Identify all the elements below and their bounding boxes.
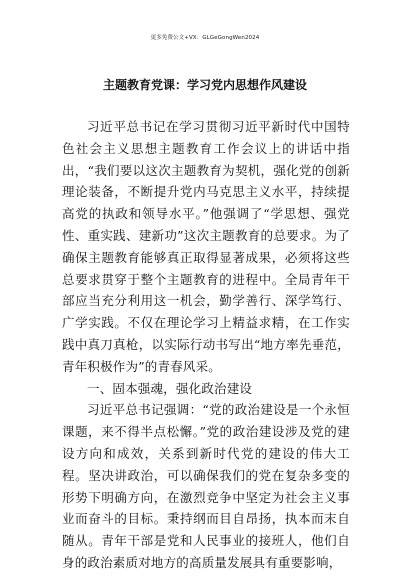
document-title: 主题教育党课：学习党内思想作风建设 [102,78,307,92]
section-heading-1: 一、固本强魂，强化政治建设 [87,380,253,396]
page-header-note: 更多免费公文+VX：GLGeGongWen2024 [150,35,260,41]
paragraph-intro: 习近平总书记在学习贯彻习近平新时代中国特色社会主义思想主题教育工作会议上的讲话中指出，“我们要以这次主题教育为契机，强化党的创新理论装备，不断提升党内马克思主义水平，持续提高党的执政和领导水平。”他强调了“学思想、强党性、重实践、建新功”这次主题教育的总要求。为了确保主题教育能够真正取得显著成果，必须将这些总要求贯穿于整个主题教育的进程中。全局青年干部应当充分利用这一机会，勤学善行、深学笃行、广学实践。不仅在理论学习上精益求精，在工作实践中真刀真枪，以实际行动书写出“地方率先垂范，青年积极作为”的青春风采。 [62,119,350,374]
document-body [62,116,350,574]
paragraph-section-1: 习近平总书记强调：“党的政治建设是一个永恒课题，来不得半点松懈。”党的政治建设涉及党的建设方向和成效，关系到新时代党的建设的伟大工程。坚决讲政治，可以确保我们的党在复杂多变的形势下明确方向，在激烈竞争中坚定为社会主义事业而奋斗的目标。秉持纲而目自昂扬，执本而末自随从。青年干部是党和人民事业的接班人，他们自身的政治素质对地方的高质量发展具有重要影响， [62,402,350,570]
